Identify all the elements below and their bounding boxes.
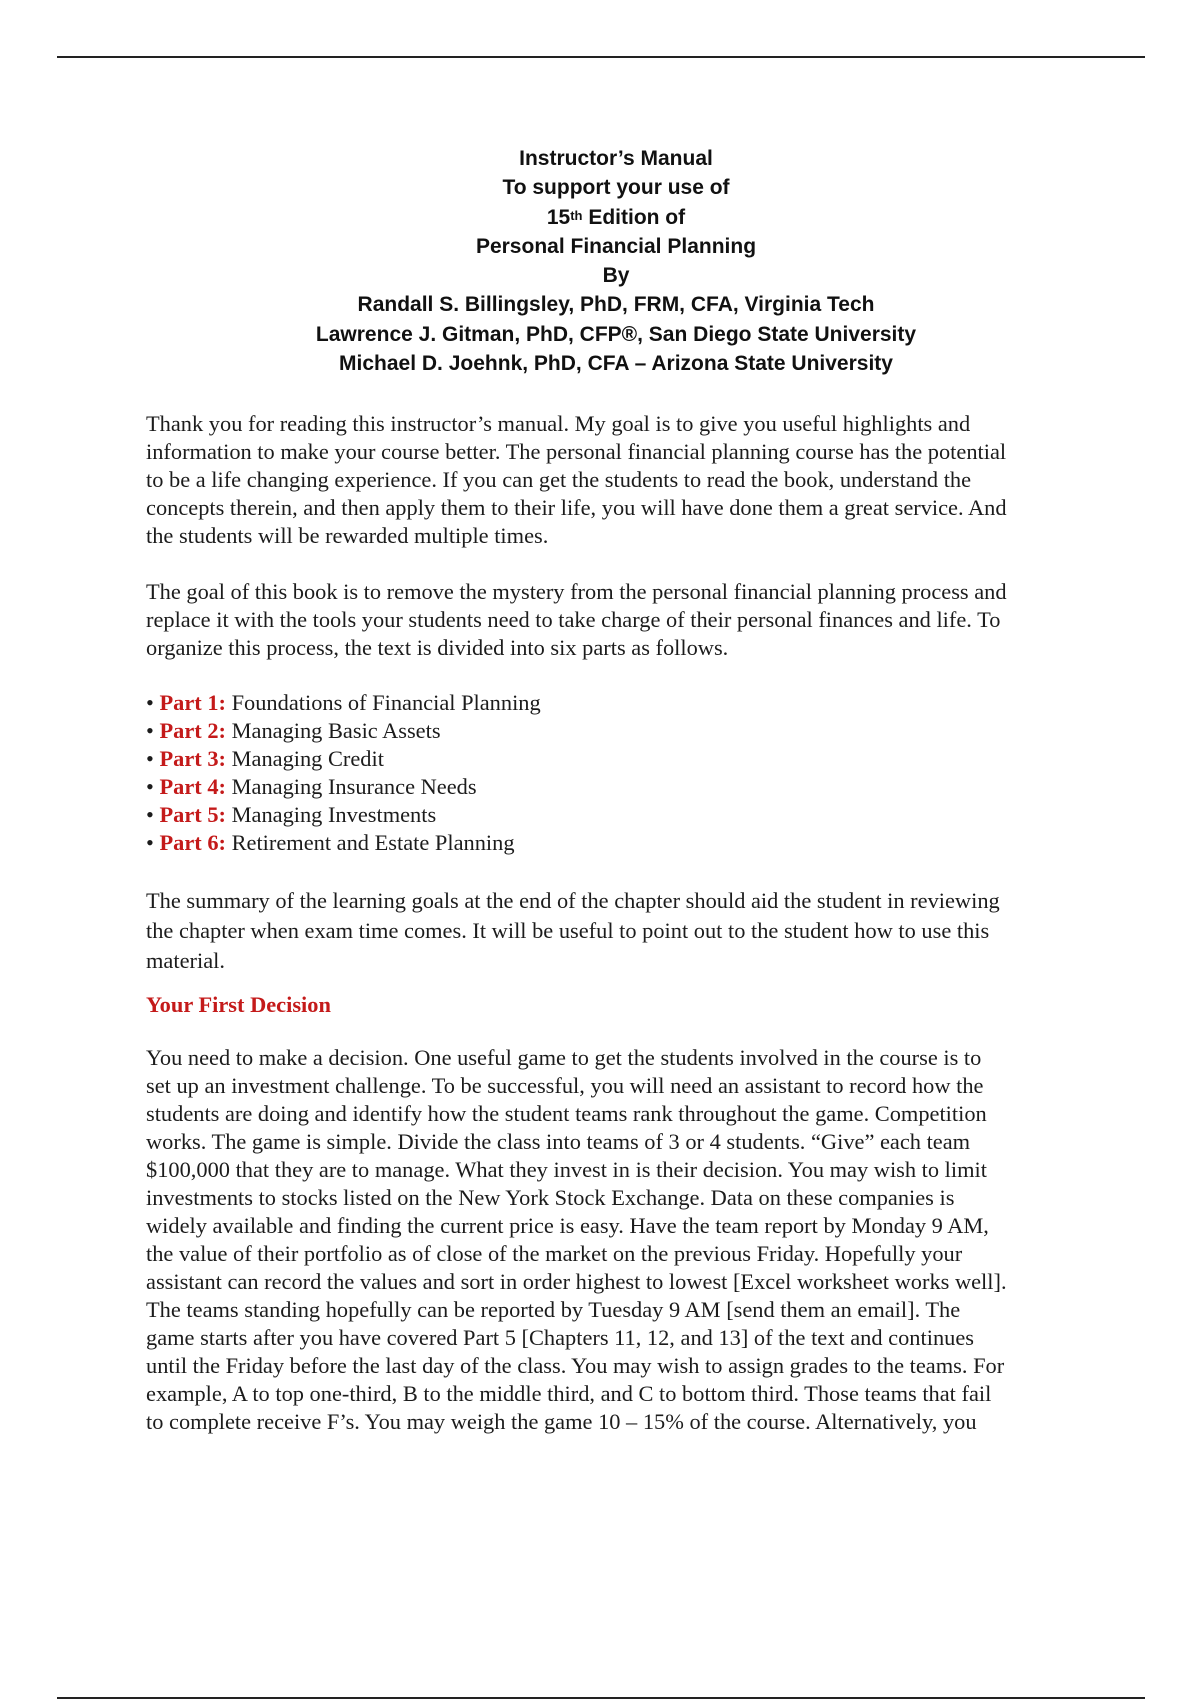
bullet: • [146,690,154,715]
parts-list [146,689,1086,857]
bullet: • [146,746,154,771]
text-line: The teams standing hopefully can be reported by Tuesday 9 AM [send them an email]. The [146,1297,961,1322]
by-line: By [602,264,630,288]
goal-paragraph [146,578,1086,662]
text-line: Thank you for reading this instructor’s manual. My goal is to give you useful highlights and [146,411,971,436]
list-item [146,773,1086,801]
decision-paragraph [146,1044,1086,1436]
text-line: game starts after you have covered Part 5 [Chapters 11, 12, and 13] of the text and continues [146,1325,974,1350]
text-line: information to make your course better. The personal financial planning course has the potential [146,439,1007,464]
part-title: Foundations of Financial Planning [231,690,541,715]
text-line: example, A to top one-third, B to the middle third, and C to bottom third. Those teams that fail [146,1381,992,1406]
part-title: Managing Credit [231,746,384,771]
intro-paragraph [146,410,1086,550]
part-label: Part 5: [159,802,226,827]
bullet: • [146,718,154,743]
title-line-3 [0,203,1200,232]
part-title: Managing Investments [231,802,437,827]
author-1: Randall S. Billingsley, PhD, FRM, CFA, Virginia Tech [357,293,875,317]
text-line: assistant can record the values and sort in order highest to lowest [Excel worksheet works well]. [146,1269,1007,1294]
list-item [146,745,1086,773]
edition-suffix: th [570,207,583,223]
text-line: organize this process, the text is divided into six parts as follows. [146,635,729,660]
text-line: $100,000 that they are to manage. What they invest in is their decision. You may wish to limit [146,1157,987,1182]
text-line: The summary of the learning goals at the end of the chapter should aid the student in reviewing [146,888,1000,913]
bullet: • [146,830,154,855]
text-line: the value of their portfolio as of close of the market on the previous Friday. Hopefully your [146,1241,963,1266]
part-label: Part 1: [159,690,226,715]
text-line: replace it with the tools your students need to take charge of their personal finances and life. To [146,607,1001,632]
text-line: concepts therein, and then apply them to their life, you will have done them a great service. And [146,495,1007,520]
book-title: Personal Financial Planning [475,234,757,258]
author-3: Michael D. Joehnk, PhD, CFA – Arizona State University [339,352,893,376]
text-line: the students will be rewarded multiple times. [146,523,549,548]
part-label: Part 3: [159,746,226,771]
part-label: Part 6: [159,830,226,855]
author-2: Lawrence J. Gitman, PhD, CFP®, San Diego State University [315,322,917,346]
text-line: investments to stocks listed on the New York Stock Exchange. Data on these companies is [146,1185,955,1210]
text-line: works. The game is simple. Divide the class into teams of 3 or 4 students. “Give” each team [146,1129,971,1154]
title-block [0,144,1200,378]
document-body [146,410,1086,1436]
list-item [146,717,1086,745]
text-line: set up an investment challenge. To be successful, you will need an assistant to record how the [146,1073,984,1098]
section-heading: Your First Decision [146,992,331,1017]
text-line: students are doing and identify how the student teams rank throughout the game. Competition [146,1101,987,1126]
title-line-2: To support your use of [502,176,730,200]
bullet: • [146,774,154,799]
part-title: Managing Basic Assets [231,718,441,743]
part-label: Part 2: [159,718,226,743]
title-line-1: Instructor’s Manual [519,147,713,170]
part-label: Part 4: [159,774,226,799]
edition-text: Edition of [582,205,686,229]
text-line: until the Friday before the last day of the class. You may wish to assign grades to the teams. For [146,1353,1005,1378]
text-line: material. [146,948,225,973]
text-line: The goal of this book is to remove the mystery from the personal financial planning process and [146,579,1007,604]
text-line: to complete receive F’s. You may weigh the game 10 – 15% of the course. Alternatively, you [146,1409,977,1434]
edition-number: 15 [546,205,571,229]
part-title: Managing Insurance Needs [231,774,477,799]
bullet: • [146,802,154,827]
list-item [146,801,1086,829]
text-line: You need to make a decision. One useful game to get the students involved in the course is to [146,1045,982,1070]
part-title: Retirement and Estate Planning [231,830,515,855]
text-line: the chapter when exam time comes. It will be useful to point out to the student how to use this [146,918,990,943]
list-item [146,829,1086,857]
text-line: widely available and finding the current price is easy. Have the team report by Monday 9 AM, [146,1213,989,1238]
list-item [146,689,1086,717]
text-line: to be a life changing experience. If you can get the students to read the book, understand the [146,467,972,492]
bottom-rule [57,1697,1145,1699]
top-rule [57,56,1145,58]
summary-paragraph [146,886,1086,976]
